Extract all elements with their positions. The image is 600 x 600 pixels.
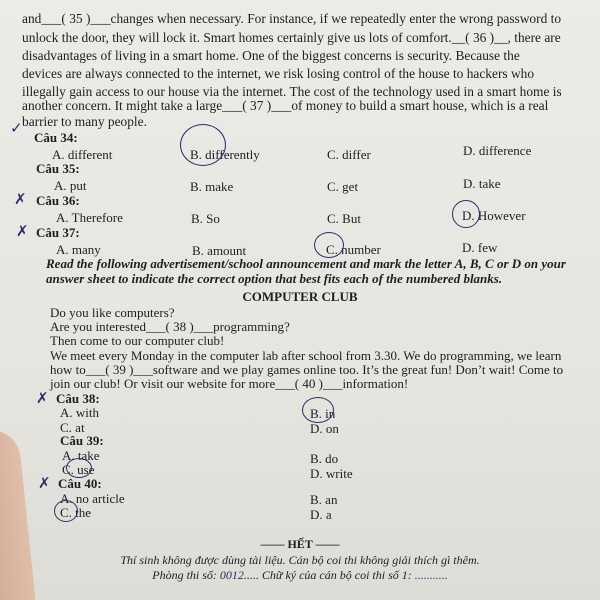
answer-circle-icon	[54, 500, 78, 522]
ad-line-6: join our club! Or visit our website for more___( 40 )___information!	[50, 376, 409, 391]
passage-line-1: and___( 35 )___changes when necessary. For instance, if we repeatedly enter the wrong password to	[22, 11, 562, 26]
ad-line-5: how to___( 39 )___software and we play games online too. It’s the great fun! Don’t wait! Come to	[50, 362, 564, 377]
answer-circle-icon	[66, 458, 92, 478]
q35-option-b: B. make	[190, 179, 234, 194]
passage-line-3: disadvantages of living in a smart home. One of the biggest concerns is security. Because the	[22, 48, 520, 63]
q36-option-c: C. But	[327, 211, 361, 226]
answer-circle-icon	[302, 397, 334, 423]
instruction-line-2: answer sheet to indicate the correct option that best fits each of the numbered blanks.	[46, 271, 503, 286]
answer-circle-icon	[314, 232, 344, 258]
q34-option-b: B. differently	[190, 147, 260, 162]
q34-option-d: D. difference	[463, 143, 532, 158]
footer-note: Thí sinh không được dùng tài liệu. Cán bộ coi thi không giải thích gì thêm.	[120, 553, 480, 567]
q37-option-c: C. number	[326, 242, 381, 257]
q38-option-c: C. at	[60, 420, 85, 435]
q38-option-a: A. with	[60, 405, 99, 420]
q35-option-d: D. take	[463, 176, 501, 191]
q40-option-a: A. no article	[60, 491, 125, 506]
question-35-label: Câu 35:	[36, 161, 80, 176]
cross-mark-icon: ✗	[36, 389, 49, 407]
q40-option-d: D. a	[310, 507, 332, 522]
question-36-label: Câu 36:	[36, 193, 80, 208]
q35-option-c: C. get	[327, 179, 359, 194]
check-mark-icon: ✓	[10, 119, 23, 137]
signature-label: ..... Chữ ký của cán bộ coi thi số 1:	[243, 568, 412, 582]
end-marker: —— HẾT ——	[260, 537, 340, 551]
room-number: 0012	[219, 568, 244, 582]
q36-option-d: D. However	[462, 208, 526, 223]
ad-line-4: We meet every Monday in the computer lab after school from 3.30. We do programming, we learn	[50, 348, 562, 363]
passage-line-7: barrier to many people.	[22, 114, 147, 129]
cross-mark-icon: ✗	[16, 222, 29, 240]
q38-option-d: D. on	[310, 421, 339, 436]
passage-line-2: unlock the door, they will lock it. Smart homes certainly give us lots of comfort.__( 36 )__, there are	[22, 30, 561, 45]
q34-option-c: C. differ	[327, 147, 371, 162]
q40-option-b: B. an	[310, 492, 338, 507]
q37-option-b: B. amount	[192, 243, 247, 258]
q39-option-c: C. use	[62, 462, 95, 477]
question-37-label: Câu 37:	[36, 225, 80, 240]
passage-line-6: another concern. It might take a large___( 37 )___of money to build a smart house, which is a real	[22, 98, 549, 113]
ad-line-3: Then come to our computer club!	[50, 333, 225, 348]
q38-option-b: B. in	[310, 406, 336, 421]
q36-option-a: A. Therefore	[56, 210, 123, 225]
question-39-label: Câu 39:	[60, 433, 104, 448]
ad-line-1: Do you like computers?	[50, 305, 175, 320]
club-title: COMPUTER CLUB	[242, 289, 358, 304]
instruction-line-1: Read the following advertisement/school announcement and mark the letter A, B, C or D on your	[46, 256, 566, 271]
q34-option-a: A. different	[52, 147, 113, 162]
room-label: Phòng thi số:	[152, 568, 217, 582]
cross-mark-icon: ✗	[38, 474, 51, 492]
q37-option-d: D. few	[462, 240, 498, 255]
cross-mark-icon: ✗	[14, 190, 27, 208]
question-38-label: Câu 38:	[56, 391, 100, 406]
q37-option-a: A. many	[56, 242, 101, 257]
answer-circle-icon	[452, 200, 480, 228]
answer-circle-icon	[180, 124, 226, 166]
q39-option-b: B. do	[310, 451, 339, 466]
q35-option-a: A. put	[54, 178, 87, 193]
ad-line-2: Are you interested___( 38 )___programming?	[50, 319, 290, 334]
q39-option-a: A. take	[62, 448, 100, 463]
passage-line-5: illegally gain access to our house via the internet. The cost of the technology used in a smart home is	[22, 84, 562, 99]
q40-option-c: C. the	[60, 505, 92, 520]
question-34-label: Câu 34:	[34, 130, 78, 145]
passage-line-4: devices are always connected to the internet, we risk losing control of the house to hackers who	[22, 66, 535, 81]
footer-room-line	[0, 568, 600, 583]
q39-option-d: D. write	[310, 466, 353, 481]
signature: ...........	[414, 568, 448, 582]
q36-option-b: B. So	[191, 211, 220, 226]
question-40-label: Câu 40:	[58, 476, 102, 491]
